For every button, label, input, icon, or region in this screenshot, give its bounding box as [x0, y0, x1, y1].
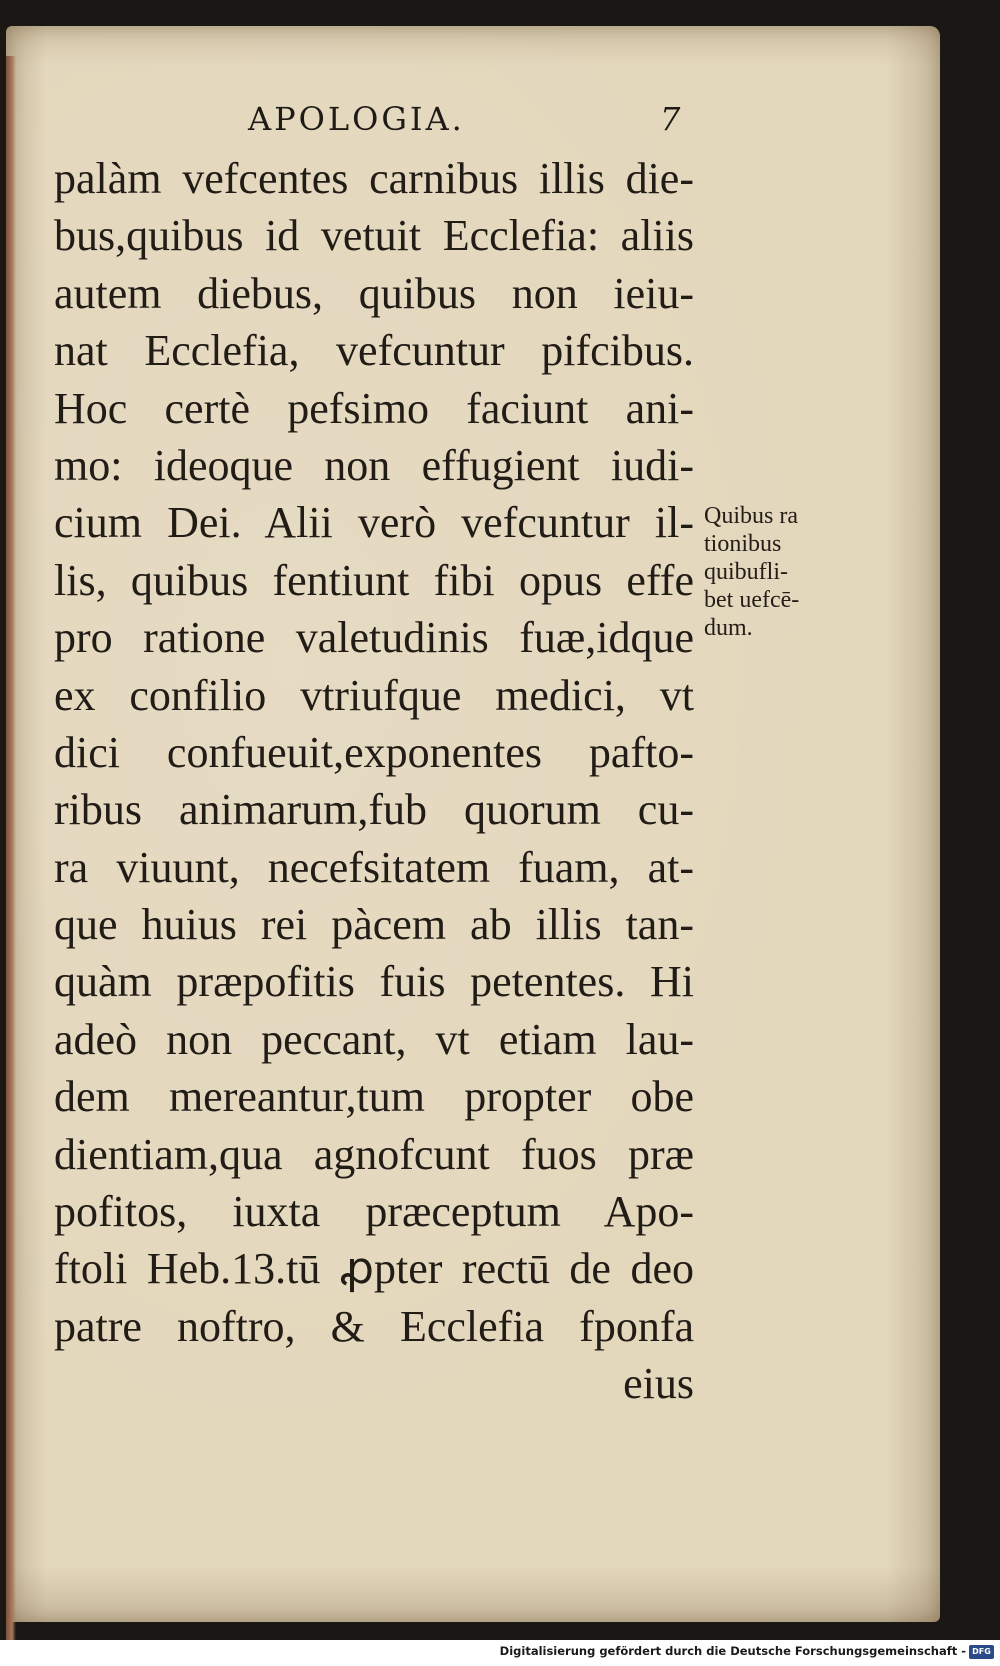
- page-edge: [6, 56, 16, 1648]
- text-line: nat Ecclefia, vefcuntur pifcibus.: [54, 326, 694, 376]
- marginal-note: [704, 502, 799, 642]
- text-line: ribus animarum,fub quorum cu-: [54, 785, 694, 835]
- text-line: dici confueuit,exponentes pafto-: [54, 727, 694, 777]
- digitization-footer: [0, 1640, 1000, 1666]
- text-line: ra viuunt, necefsitatem fuam, at-: [54, 842, 694, 892]
- dfg-logo: DFG: [969, 1645, 994, 1659]
- marginal-line: dum.: [704, 615, 753, 641]
- text-line: que huius rei pàcem ab illis tan-: [54, 900, 694, 950]
- text-line: mo: ideoque non effugient iudi-: [54, 440, 694, 490]
- marginal-line: quibufli-: [704, 559, 788, 585]
- running-head: APOLOGIA.: [248, 100, 465, 138]
- marginal-line: tionibus: [704, 531, 782, 557]
- text-line: pro ratione valetudinis fuæ,idque: [54, 613, 694, 663]
- text-line: dem mereantur,tum propter obe: [54, 1072, 694, 1122]
- catchword: eius: [623, 1359, 694, 1409]
- text-line: Hoc certè pefsimo faciunt ani-: [54, 383, 694, 433]
- text-line: bus,quibus id vetuit Ecclefia: aliis: [54, 211, 694, 261]
- text-line: quàm præpofitis fuis petentes. Hi: [54, 957, 694, 1007]
- text-line: palàm vefcentes carnibus illis die-: [54, 154, 694, 203]
- page-number: 7: [660, 100, 681, 138]
- text-line: ftoli Heb.13.tū ꝓpter rectū de deo: [54, 1244, 694, 1294]
- text-line: adeò non peccant, vt etiam lau-: [54, 1014, 694, 1064]
- text-line: cium Dei. Alii verò vefcuntur il-: [54, 498, 694, 548]
- text-line: ex confilio vtriufque medici, vt: [54, 670, 694, 720]
- marginal-line: Quibus ra: [704, 503, 798, 529]
- marginal-line: bet uefcē-: [704, 587, 800, 613]
- text-line: lis, quibus fentiunt fibi opus effe: [54, 555, 694, 605]
- text-line: autem diebus, quibus non ieiu-: [54, 268, 694, 318]
- text-line: dientiam,qua agnofcunt fuos præ: [54, 1129, 694, 1179]
- text-line: patre noftro, & Ecclefia fponfa: [54, 1301, 694, 1351]
- body-text: [54, 150, 694, 1413]
- text-line: pofitos, iuxta præceptum Apo-: [54, 1187, 694, 1237]
- footer-credit: Digitalisierung gefördert durch die Deutsche Forschungsgemeinschaft -: [499, 1644, 966, 1658]
